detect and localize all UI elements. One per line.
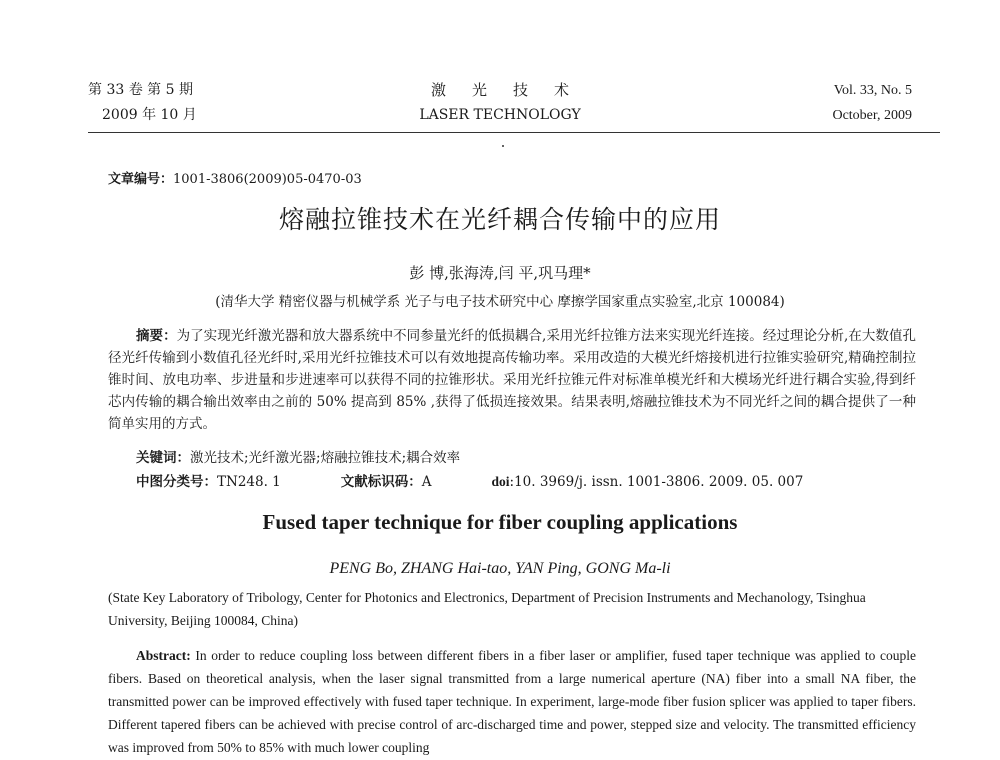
doi-label: doi: [491, 474, 510, 489]
article-number: [108, 168, 362, 187]
class-label: 中图分类号：: [136, 474, 217, 490]
english-authors: PENG Bo, ZHANG Hai-tao, YAN Ping, GONG Ma-li: [329, 560, 671, 577]
volume-issue-en: Vol. 33, No. 5: [833, 83, 912, 98]
keywords-text: 激光技术;光纤激光器;熔融拉锥技术;耦合效率: [190, 450, 461, 466]
english-abstract-text: In order to reduce coupling loss between different fibers in a fiber laser or amplifier, fused taper technique was applied to couple fibers. Based on theoretical analysis, when the laser signal transmitted from a large numerical aperture (NA) fiber into a small NA fiber, the transmitted power can be improved effectively with fused taper technique. In experiment, large-mode fiber fusion splicer was applied to taper fibers. Different tapered fibers can be achieved with precise control of arc-discharged time and power, stepped size and velocity. The transmitted efficiency was improved from 50% to 85% with much lower coupling: [108, 648, 917, 755]
keywords-label: 关键词：: [136, 450, 190, 466]
english-abstract: [108, 644, 916, 759]
chinese-authors: 彭 博,张海涛,闫 平,巩马理*: [409, 264, 591, 282]
journal-name-en: LASER TECHNOLOGY: [419, 107, 581, 123]
chinese-abstract: [108, 325, 916, 435]
english-affiliation: (State Key Laboratory of Tribology, Center for Photonics and Electronics, Department of Precision Instruments and Mechanology, Tsinghua University, Beijing 100084, China): [108, 590, 866, 628]
page-dot: [502, 145, 504, 147]
volume-issue-cn: 第 33 卷 第 5 期: [88, 82, 193, 98]
date-en: October, 2009: [832, 108, 912, 123]
header-right: [832, 78, 912, 128]
english-abstract-label: Abstract:: [136, 648, 191, 663]
journal-name-cn: 激光技术: [430, 81, 595, 99]
chinese-abstract-label: 摘要：: [136, 328, 177, 344]
doi-value: :10. 3969/j. issn. 1001-3806. 2009. 05. 007: [509, 474, 804, 490]
header-rule: [88, 132, 940, 133]
doc-code-value: A: [421, 474, 432, 490]
chinese-abstract-text: 为了实现光纤激光器和放大器系统中不同参量光纤的低损耦合,采用光纤拉锥方法来实现光纤连接。经过理论分析,在大数值孔径光纤传输到小数值孔径光纤时,采用光纤拉锥技术可以有效地提高传输功率。采用改造的大模光纤熔接机进行拉锥实验研究,精确控制拉锥时间、放电功率、步进量和步进速率可以获得不同的拉锥形状。采用光纤拉锥元件对标准单模光纤和大模场光纤进行耦合实验,得到纤芯内传输的耦合输出效率由之前的 50% 提高到 85% ,获得了低损连接效果。结果表明,熔融拉锥技术为不同光纤之间的耦合提供了一种简单实用的方式。: [108, 328, 916, 432]
date-cn: 2009 年 10 月: [102, 107, 197, 123]
article-number-value: 1001-3806(2009)05-0470-03: [173, 172, 362, 187]
english-title: Fused taper technique for fiber coupling applications: [262, 510, 738, 534]
class-value: TN248. 1: [217, 474, 281, 490]
article-number-label: 文章编号：: [108, 172, 174, 187]
chinese-title: 熔融拉锥技术在光纤耦合传输中的应用: [278, 205, 721, 234]
doc-code-label: 文献标识码：: [340, 474, 422, 490]
classification-line: [136, 470, 803, 490]
chinese-affiliation: (清华大学 精密仪器与机械学系 光子与电子技术研究中心 摩擦学国家重点实验室,北京 100084): [215, 294, 785, 310]
chinese-keywords: [136, 446, 460, 466]
